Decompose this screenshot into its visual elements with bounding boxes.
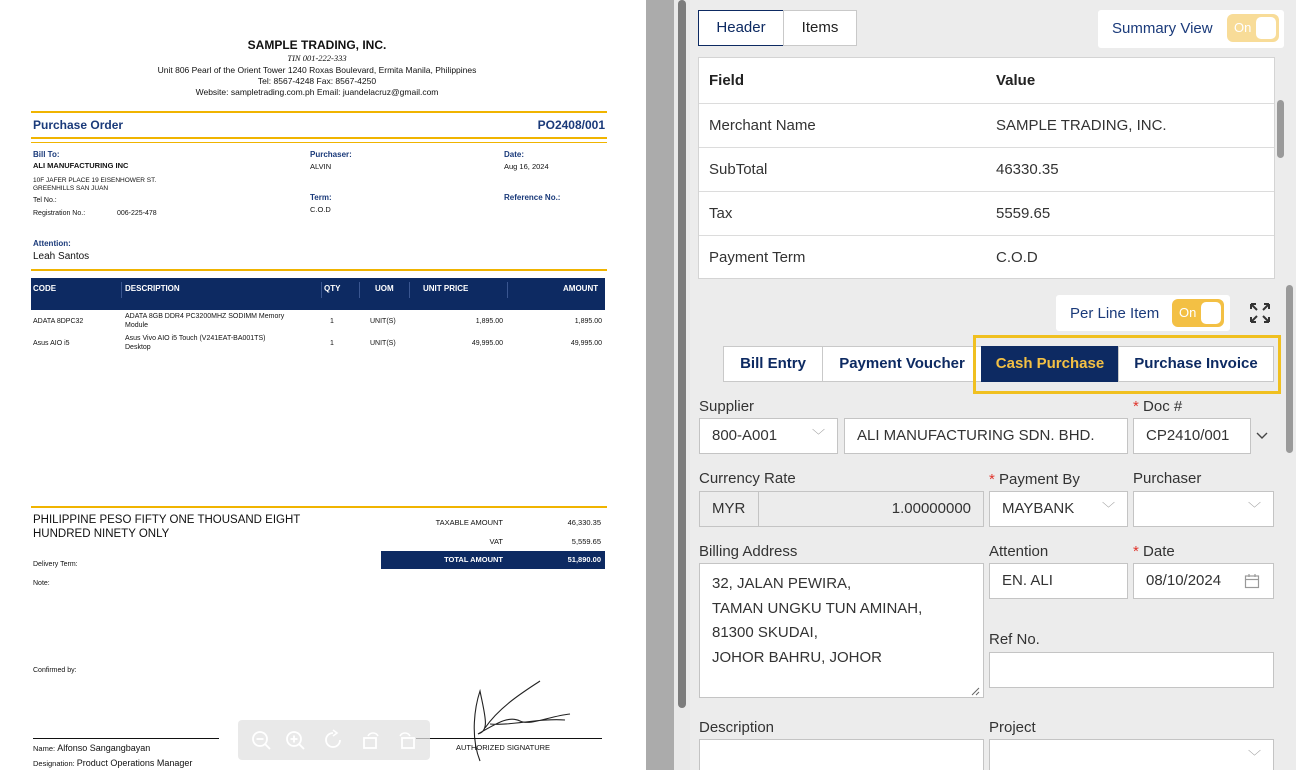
rotate-left-icon[interactable]	[360, 729, 382, 751]
doc-row-qty: 1	[330, 318, 334, 325]
doc-type-title: Purchase Order	[33, 118, 124, 132]
summary-field: Tax	[709, 205, 733, 222]
payment-by-select[interactable]	[989, 491, 1128, 527]
doc-date-label: Date:	[504, 150, 525, 159]
col-separator	[321, 282, 322, 298]
doc-total-label: TOTAL AMOUNT	[444, 555, 503, 564]
document-viewer[interactable]	[0, 0, 646, 770]
currency-code-value: MYR	[712, 500, 746, 517]
doc-tel-label: Tel No.:	[33, 197, 57, 204]
currency-code-field	[699, 491, 759, 527]
doc-designation-label: Designation:	[33, 759, 75, 768]
doc-row-qty: 1	[330, 340, 334, 347]
doc-row-uom: UNIT(S)	[370, 318, 396, 325]
doc-taxable-label: TAXABLE AMOUNT	[435, 518, 503, 527]
per-line-item-label: Per Line Item	[1070, 305, 1160, 322]
toggle-state: On	[1234, 20, 1252, 35]
doc-amount-words: PHILIPPINE PESO FIFTY ONE THOUSAND EIGHT	[33, 514, 301, 526]
supplier-code-select[interactable]	[699, 418, 838, 454]
rotate-icon[interactable]	[322, 729, 344, 751]
doc-divider	[31, 137, 607, 139]
doc-signature-line	[416, 738, 602, 739]
doc-row-desc: ADATA 8GB DDR4 PC3200MHZ SODIMM Memory	[125, 313, 285, 320]
chevron-down-icon: ﹀	[812, 428, 826, 443]
chevron-down-icon[interactable]	[1255, 430, 1269, 442]
summary-value: 5559.65	[996, 205, 1051, 222]
doc-row-unit-price: 49,995.00	[471, 340, 503, 347]
currency-rate-value: 1.00000000	[891, 500, 971, 517]
doc-attention-value: Leah Santos	[33, 251, 90, 262]
required-mark: *	[1133, 543, 1139, 560]
payment-by-value: MAYBANK	[1002, 500, 1075, 517]
doc-name-value: Alfonso Sangangbayan	[57, 743, 151, 753]
doc-col-uom: UOM	[375, 284, 394, 293]
doc-no-value: CP2410/001	[1146, 427, 1230, 444]
doc-authorized-label: AUTHORIZED SIGNATURE	[456, 743, 551, 752]
doc-delivery-label: Delivery Term:	[33, 561, 78, 568]
calendar-icon[interactable]	[1244, 573, 1260, 589]
doc-row-code: Asus AIO i5	[33, 340, 70, 347]
doc-tab-highlight	[973, 335, 1281, 394]
doc-term-label: Term:	[310, 193, 332, 202]
doc-row-unit-price: 1,895.00	[475, 318, 503, 325]
summary-field: SubTotal	[709, 161, 768, 178]
expand-icon[interactable]	[1248, 301, 1272, 325]
col-separator	[409, 282, 410, 298]
attention-field[interactable]	[989, 563, 1128, 599]
purchase-order-document	[0, 0, 646, 770]
supplier-name-value: ALI MANUFACTURING SDN. BHD.	[857, 427, 1095, 444]
viewer-scroll-gutter	[646, 0, 674, 770]
doc-no-field[interactable]	[1133, 418, 1251, 454]
tab-header[interactable]: Header	[698, 10, 784, 46]
attention-label: Attention	[989, 543, 1049, 560]
doc-divider	[31, 142, 607, 143]
doc-vat-label: VAT	[489, 537, 503, 546]
ref-no-field[interactable]	[989, 652, 1274, 688]
doc-divider	[31, 111, 607, 113]
doc-tin: TIN 001-222-333	[287, 53, 347, 63]
description-label: Description	[699, 719, 775, 736]
toggle-knob	[1201, 302, 1221, 324]
doc-vat-value: 5,559.65	[571, 537, 601, 546]
doc-col-code: CODE	[33, 284, 57, 293]
doc-attention-label: Attention:	[33, 239, 71, 248]
doc-designation-row	[33, 758, 192, 768]
project-label: Project	[989, 719, 1036, 736]
required-mark: *	[989, 471, 995, 488]
date-label	[1133, 543, 1175, 560]
doc-row-code: ADATA 8DPC32	[33, 318, 84, 325]
doc-purchaser-label: Purchaser:	[310, 150, 352, 159]
payment-by-label-text: Payment By	[999, 471, 1080, 488]
doc-row-amount: 1,895.00	[574, 318, 602, 325]
chevron-down-icon: ﹀	[1248, 501, 1262, 516]
doc-tab-purchase-invoice[interactable]: Purchase Invoice	[1118, 346, 1274, 382]
doc-amount-words: HUNDRED NINETY ONLY	[33, 528, 170, 540]
doc-divider	[31, 269, 607, 271]
doc-name-label: Name:	[33, 744, 56, 753]
table-row[interactable]	[699, 104, 1274, 148]
doc-row-amount: 49,995.00	[570, 340, 602, 347]
summary-view-label: Summary View	[1112, 20, 1213, 37]
currency-rate-field[interactable]	[758, 491, 984, 527]
summary-field: Payment Term	[709, 249, 806, 266]
purchaser-select[interactable]	[1133, 491, 1274, 527]
doc-taxable-value: 46,330.35	[567, 518, 601, 527]
doc-confirmed-label: Confirmed by:	[33, 667, 77, 674]
doc-total-value: 51,890.00	[567, 555, 601, 564]
doc-purchaser-value: ALVIN	[310, 162, 332, 171]
project-select[interactable]	[989, 739, 1274, 770]
doc-note-label: Note:	[33, 580, 50, 587]
doc-col-qty: QTY	[324, 284, 341, 293]
currency-rate-label: Currency Rate	[699, 470, 796, 487]
doc-bill-to-name: ALI MANUFACTURING INC	[33, 161, 129, 170]
doc-bill-to-label: Bill To:	[33, 150, 60, 159]
doc-col-amount: AMOUNT	[563, 284, 599, 293]
viewer-scrollbar-thumb[interactable]	[678, 0, 686, 708]
doc-website-email: Website: sampletrading.com.ph Email: juandelacruz@gmail.com	[195, 87, 439, 97]
tab-items[interactable]: Items	[783, 10, 857, 46]
doc-divider	[31, 506, 607, 508]
doc-date-value: Aug 16, 2024	[504, 162, 549, 171]
supplier-name-field[interactable]	[844, 418, 1128, 454]
table-row[interactable]	[699, 236, 1274, 279]
col-separator	[121, 282, 122, 298]
summary-table	[698, 57, 1275, 279]
billing-address-textarea[interactable]: 32, JALAN PEWIRA, TAMAN UNGKU TUN AMINAH, 81300 SKUDAI, JOHOR BAHRU, JOHOR	[699, 563, 984, 698]
zoom-out-icon[interactable]	[250, 729, 272, 751]
summary-field: Merchant Name	[709, 117, 816, 134]
doc-designation-value: Product Operations Manager	[76, 758, 193, 768]
doc-number: PO2408/001	[537, 118, 605, 132]
summary-table-scrollbar[interactable]	[1277, 100, 1284, 158]
summary-col-value: Value	[996, 72, 1036, 89]
doc-reference-label: Reference No.:	[504, 193, 561, 202]
doc-no-label	[1133, 398, 1182, 415]
description-field[interactable]	[699, 739, 984, 770]
doc-signature-line	[33, 738, 219, 739]
authorized-signature-image	[440, 676, 590, 766]
per-line-item-toggle[interactable]	[1172, 299, 1224, 327]
purchaser-label: Purchaser	[1133, 470, 1202, 487]
summary-col-field: Field	[709, 72, 745, 89]
doc-tab-cash-purchase[interactable]: Cash Purchase	[981, 346, 1119, 382]
chevron-down-icon: ﹀	[1248, 749, 1262, 764]
panel-scrollbar[interactable]	[1286, 285, 1293, 453]
doc-col-description: DESCRIPTION	[125, 284, 180, 293]
viewer-toolbar	[238, 720, 430, 760]
doc-term-value: C.O.D	[310, 205, 331, 214]
doc-tel-fax: Tel: 8567-4248 Fax: 8567-4250	[257, 76, 377, 86]
doc-row-uom: UNIT(S)	[370, 340, 396, 347]
toggle-knob	[1256, 17, 1276, 39]
rotate-right-icon[interactable]	[396, 729, 418, 751]
date-value: 08/10/2024	[1146, 572, 1222, 589]
required-mark: *	[1133, 398, 1139, 415]
table-row[interactable]	[699, 148, 1274, 192]
chevron-down-icon: ﹀	[1102, 501, 1116, 516]
billing-address-label: Billing Address	[699, 543, 798, 560]
toggle-state: On	[1179, 305, 1197, 320]
summary-value: 46330.35	[996, 161, 1059, 178]
doc-registration-value: 006-225-478	[117, 210, 157, 217]
resize-handle-icon[interactable]	[970, 686, 980, 696]
doc-total-bar	[381, 551, 605, 569]
doc-bill-to-addr1: 10F JAFER PLACE 19 EISENHOWER ST.	[33, 177, 157, 184]
col-separator	[359, 282, 360, 298]
supplier-code-value: 800-A001	[712, 427, 778, 444]
doc-col-unit-price: UNIT PRICE	[423, 284, 469, 293]
doc-tab-bill-entry[interactable]: Bill Entry	[723, 346, 823, 382]
summary-value: C.O.D	[996, 249, 1038, 266]
supplier-label: Supplier	[699, 398, 755, 415]
date-label-text: Date	[1143, 543, 1175, 560]
doc-no-label-text: Doc #	[1143, 398, 1183, 415]
zoom-in-icon[interactable]	[284, 729, 306, 751]
doc-bill-to-addr2: GREENHILLS SAN JUAN	[33, 185, 109, 192]
col-separator	[507, 282, 508, 298]
doc-items-table-header	[31, 278, 605, 310]
doc-company-name: SAMPLE TRADING, INC.	[247, 38, 387, 52]
doc-name-row	[33, 743, 150, 753]
doc-address: Unit 806 Pearl of the Orient Tower 1240 Roxas Boulevard, Ermita Manila, Philippines	[157, 65, 477, 75]
summary-view-toggle[interactable]	[1227, 14, 1279, 42]
summary-table-header	[699, 58, 1274, 104]
summary-value: SAMPLE TRADING, INC.	[996, 117, 1167, 134]
doc-tab-payment-voucher[interactable]: Payment Voucher	[822, 346, 982, 382]
doc-row-desc: Desktop	[125, 344, 151, 351]
payment-by-label	[989, 471, 1080, 488]
doc-registration-label: Registration No.:	[33, 210, 86, 217]
doc-row-desc: Asus Vivo AIO i5 Touch (V241EAT-BA001TS)	[125, 335, 266, 342]
attention-value: EN. ALI	[1002, 572, 1053, 589]
table-row[interactable]	[699, 192, 1274, 236]
doc-row-desc: Module	[125, 322, 148, 329]
ref-no-label: Ref No.	[989, 631, 1040, 648]
